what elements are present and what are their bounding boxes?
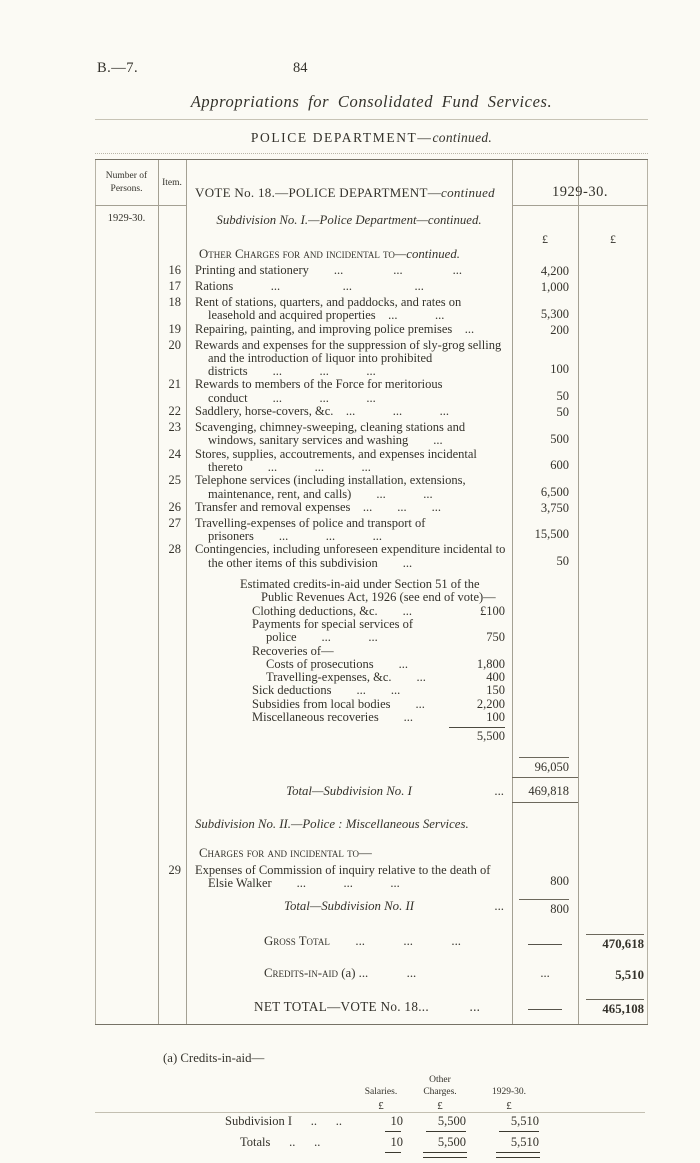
charges-heading-text: Other Charges for and incidental to: [199, 247, 395, 261]
subdivision2-title: Subdivision No. II.—Police : Miscellaneous Services.: [195, 816, 469, 831]
footnote-totals-year: 5,510: [510, 1134, 539, 1149]
footnote-totals-other: 5,500: [437, 1134, 466, 1149]
footnote-pound-row: [225, 1099, 551, 1112]
item-description: Transfer and removal expenses ... ... ...: [195, 499, 442, 514]
credit-label: Clothing deductions, &c. ...: [252, 603, 413, 618]
footnote-rule-year: [499, 1131, 539, 1132]
footnote-header-other-charges: [409, 1075, 471, 1099]
other-charges-total-row: [95, 757, 648, 778]
subdivision1-total-label-cell: [186, 778, 512, 803]
credit-line: [252, 605, 505, 618]
subdivision2-total-label-cell: [186, 893, 512, 918]
item-amount: 50: [556, 554, 569, 569]
footnote-title: (a) Credits-in-aid—: [163, 1051, 265, 1066]
gross-total-amount: 470,618: [602, 937, 644, 952]
charges-heading-continued: —continued.: [394, 247, 460, 261]
currency-row: [95, 230, 648, 247]
pound-sign-col2: £: [610, 232, 616, 246]
carry-dash: [528, 944, 562, 945]
gross-total-amount-cell: [578, 928, 648, 953]
item-number: 26: [168, 499, 181, 514]
item-amount: 50: [556, 405, 569, 420]
item-number: 22: [168, 404, 181, 419]
footnote-double-rule-year: [496, 1152, 540, 1158]
other-charges-total: [512, 757, 578, 778]
item-number: 28: [168, 542, 181, 557]
page-bottom-rule: [95, 1112, 645, 1113]
credits-intro-line2: Public Revenues Act, 1926 (see end of vote)—: [261, 590, 496, 605]
footnote-totals-salaries: 10: [390, 1134, 403, 1149]
credits-total: 5,500: [476, 729, 505, 744]
item-amount: 4,200: [540, 264, 569, 278]
footnote-header-spacer: [225, 1075, 353, 1099]
charge-item-row: [95, 501, 648, 517]
charge-item-row: [95, 296, 648, 323]
gross-total-label: [186, 928, 512, 953]
footnote-double-rule-row: [225, 1150, 551, 1158]
leader-dots: ...: [494, 899, 504, 914]
net-total-amount: 465,108: [602, 1002, 644, 1017]
section-title-continued: continued.: [432, 130, 493, 145]
footnote-year-value: 5,510: [510, 1113, 539, 1128]
credit-line: [252, 658, 505, 671]
item-amount: 15,500: [534, 527, 569, 542]
credit-amount: 150: [486, 683, 505, 698]
divider-rule: [95, 119, 648, 120]
subdivision1-total-row: [95, 778, 648, 803]
credits-lines: [252, 605, 505, 725]
subdivision2-heading-row: [95, 846, 648, 861]
item-amount: 500: [550, 431, 569, 446]
gross-total-label-text: Gross Total ... ... ...: [264, 934, 461, 949]
credit-label: Sick deductions ... ...: [252, 683, 401, 698]
sum-rule: [519, 899, 569, 900]
page-content: [95, 60, 648, 1158]
item-number: 25: [168, 473, 181, 488]
subdivision2-total-row: [95, 893, 648, 918]
credits-in-aid-total-row: [95, 960, 648, 984]
pound-sign-other: £: [437, 1099, 443, 1112]
credit-label: police ... ...: [266, 630, 378, 645]
item-description: Contingencies, including unforeseen expenditure incidental to the other items of this subdivision ...: [195, 542, 506, 570]
item-number: 21: [168, 377, 181, 392]
credit-line: [252, 631, 505, 644]
subdivision1-title-row: [95, 206, 648, 230]
footnote-rule-salaries: [385, 1131, 401, 1132]
carry-dash-cell: [512, 992, 578, 1018]
page-number: 84: [293, 60, 308, 76]
charge-item-row: [95, 405, 648, 421]
charges-heading-row: [95, 247, 648, 262]
footnote-header-other-line1: Other: [429, 1075, 451, 1086]
charge-item-row: [95, 339, 648, 379]
credit-label: Payments for special services of: [252, 616, 414, 631]
subdivision1-total-amount: 469,818: [512, 778, 578, 803]
charges-heading: [186, 247, 512, 262]
item-amount: 1,000: [540, 280, 569, 294]
other-charges-total-value: 96,050: [534, 759, 569, 774]
credits-in-aid-label-rest: (a) ... ...: [338, 966, 417, 981]
credits-total-rule: [449, 727, 505, 728]
charge-item-row: [95, 280, 648, 296]
footnote-totals-label: Totals .. ..: [240, 1134, 321, 1149]
table-header-row: [95, 160, 648, 206]
charge-item-row: [95, 378, 648, 405]
footnote-header-year: [471, 1075, 547, 1099]
item-description: Printing and stationery ... ... ...: [195, 263, 462, 277]
report-reference: B.—7.: [97, 60, 139, 76]
item-number: 20: [168, 337, 181, 352]
credits-in-aid-detail: [240, 578, 505, 744]
footnote-data-row: [225, 1112, 551, 1129]
credits-in-aid-label-text: Credits-in-aid: [264, 966, 339, 981]
item-number: 18: [168, 295, 181, 309]
credit-label: Costs of prosecutions ...: [266, 656, 409, 671]
vote-table: [95, 159, 648, 1025]
subdivision2-heading-text: Charges for and incidental to—: [199, 845, 372, 860]
item-amount: 200: [550, 322, 569, 337]
subdivision1-title: Subdivision No. I.—Police Department—continued.: [216, 213, 482, 227]
leader-dots: ...: [494, 783, 504, 798]
credit-amount: 2,200: [476, 696, 505, 711]
subdivision2-total-amount: 800: [550, 902, 569, 917]
item-description: Scavenging, chimney-sweeping, cleaning stations and windows, sanitary services and washing ...: [195, 420, 466, 448]
credits-intro-line1: Estimated credits-in-aid under Section 51 of the: [240, 577, 480, 592]
item-description: Telephone services (including installation, extensions, maintenance, rent, and calls) ... ...: [195, 473, 466, 501]
sum-rule: [586, 934, 644, 935]
sum-rule: [586, 999, 644, 1000]
credit-line: [252, 711, 505, 724]
credit-amount: £100: [480, 603, 505, 618]
credit-amount: 1,800: [476, 656, 505, 671]
credits-in-aid-amount-cell: [578, 960, 648, 984]
item-description: Repairing, painting, and improving police premises ...: [195, 321, 475, 336]
masthead: [95, 60, 648, 82]
charge-item-row: [95, 864, 648, 891]
charge-item-row: [95, 264, 648, 280]
credits-in-aid-amount: 5,510: [615, 968, 644, 983]
footnote-double-rule-spacer: [225, 1150, 353, 1158]
footnote-other-value: 5,500: [437, 1113, 466, 1128]
col-header-number-of-persons: Number of Persons.: [95, 160, 158, 206]
sum-rule: [519, 757, 569, 758]
carry-dash-cell: [512, 928, 578, 953]
item-description: Travelling-expenses of police and transport of prisoners ... ... ...: [195, 515, 426, 544]
item-description: Expenses of Commission of inquiry relative to the death of Elsie Walker ... ... ...: [195, 862, 491, 890]
item-description: Rent of stations, quarters, and paddocks, and rates on leasehold and acquired properties ... ...: [195, 295, 462, 323]
charge-item-row: [95, 323, 648, 339]
footnote-totals-row: [225, 1133, 551, 1150]
vote-title-main: VOTE No. 18.—POLICE DEPARTMENT—: [195, 185, 442, 200]
item-description: Rewards to members of the Force for meritorious conduct ... ... ...: [195, 377, 443, 405]
subdivision2-title-row: [95, 817, 648, 837]
item-description: Saddlery, horse-covers, &c. ... ... ...: [195, 404, 450, 419]
footnote-header-salaries-text: Salaries.: [364, 1087, 398, 1098]
credits-in-aid-block: [186, 570, 512, 744]
pound-sign-col1: £: [542, 232, 548, 246]
net-total-amount-cell: [578, 992, 648, 1018]
persons-year-value: 1929-30.: [107, 213, 146, 224]
subdivision2-heading: [186, 846, 512, 861]
item-number: 24: [168, 446, 181, 461]
col-header-item: Item.: [158, 160, 186, 206]
footnote-salaries-value: 10: [390, 1113, 403, 1128]
pound-sign-salaries: £: [378, 1099, 384, 1112]
item-amount: 600: [550, 458, 569, 473]
item-description: Rations ... ... ...: [195, 279, 424, 293]
section-title-main: POLICE DEPARTMENT—: [250, 130, 433, 145]
footnote-pound-spacer: [225, 1099, 353, 1112]
credits-col1-dots: ...: [540, 966, 550, 981]
credit-label: Miscellaneous recoveries ...: [252, 710, 414, 725]
credit-line: [252, 684, 505, 697]
item-amount: 3,750: [540, 500, 569, 515]
footnote-header-year-text: 1929-30.: [491, 1087, 527, 1098]
subdivision2-total-amount-cell: [512, 893, 578, 918]
item-amount: 100: [550, 362, 569, 377]
gross-total-row: [95, 928, 648, 953]
item-number: 19: [168, 321, 181, 336]
credit-label: Travelling-expenses, &c. ...: [266, 670, 426, 685]
footnote-header-other-line2: Charges.: [423, 1087, 457, 1098]
charge-item-row: [95, 474, 648, 501]
footnote-double-rule-other: [423, 1152, 467, 1158]
subdivision2-total-label: Total—Subdivision No. II: [284, 899, 414, 914]
credit-line: [252, 618, 505, 631]
item-number: 23: [168, 420, 181, 435]
footnote-header-row: [225, 1075, 551, 1099]
credit-label: Recoveries of—: [252, 643, 334, 658]
footnote-final-rule-salaries: [385, 1152, 401, 1153]
footnote-table: [225, 1075, 551, 1158]
credits-in-aid-label: [186, 960, 512, 984]
charge-items: [95, 264, 648, 570]
credits-in-aid-block-row: [95, 570, 648, 744]
footnote: [163, 1051, 648, 1158]
footnote-header-salaries: [353, 1075, 409, 1099]
item-number: 27: [168, 515, 181, 530]
charge-item-row: [95, 421, 648, 448]
item-amount: 50: [556, 389, 569, 404]
footnote-row-label: Subdivision I .. ..: [225, 1113, 343, 1128]
carry-dash: [528, 1009, 562, 1010]
charge-item-row: [95, 448, 648, 475]
document-title: Appropriations for Consolidated Fund Services.: [190, 92, 553, 111]
footnote-rule-other: [426, 1131, 466, 1132]
vote-title: [186, 160, 512, 206]
item-number: 16: [168, 263, 181, 277]
charge-item-row: [95, 517, 648, 544]
subdivision1-total-label: Total—Subdivision No. I: [286, 783, 412, 798]
charge-item-row: [95, 543, 648, 570]
item-description: Stores, supplies, accoutrements, and expenses incidental thereto ... ... ...: [195, 446, 477, 474]
vote-title-continued: continued: [441, 185, 495, 200]
pound-sign-year: £: [506, 1099, 512, 1112]
section-title: [95, 130, 648, 146]
credit-line: [252, 671, 505, 684]
credit-label: Subsidies from local bodies ...: [252, 696, 425, 711]
divider-dotted-rule: [95, 153, 648, 154]
item-amount: 5,300: [540, 306, 569, 321]
net-total-row: [95, 992, 648, 1018]
item-number: 17: [168, 279, 181, 293]
item-number: 29: [168, 862, 181, 877]
credit-line: [252, 698, 505, 711]
credit-amount: 400: [486, 670, 505, 685]
net-total-label: NET TOTAL—VOTE No. 18... ...: [254, 999, 481, 1015]
item-amount: 6,500: [540, 484, 569, 499]
col-header-year: 1929-30.: [512, 160, 648, 206]
item-description: Rewards and expenses for the suppression of sly-grog selling and the introduction of liquor into prohibited districts ... ... ...: [195, 337, 502, 379]
credit-amount: 750: [486, 630, 505, 645]
item-amount: 800: [550, 874, 569, 889]
credit-line: [252, 645, 505, 658]
credit-amount: 100: [486, 710, 505, 725]
